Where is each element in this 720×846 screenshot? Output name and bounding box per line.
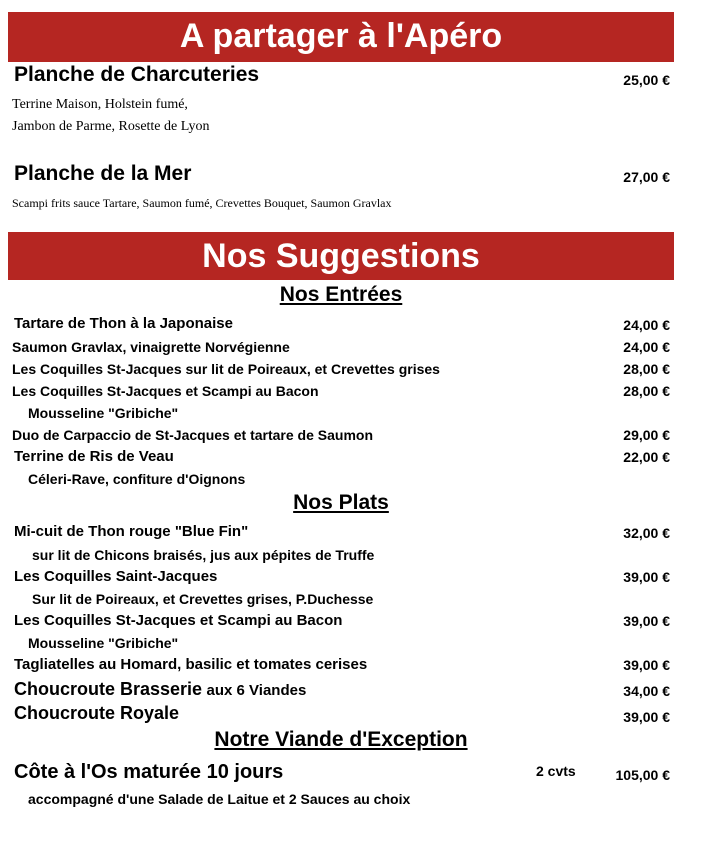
- menu-item-price: 39,00 €: [623, 613, 670, 629]
- menu-item-price: 105,00 €: [615, 767, 670, 783]
- menu-item-description: Jambon de Parme, Rosette de Lyon: [12, 119, 210, 134]
- menu-item-description: Scampi frits sauce Tartare, Saumon fumé, Crevettes Bouquet, Saumon Gravlax: [12, 196, 392, 210]
- menu-item-name: Choucroute Royale: [14, 703, 180, 723]
- apero-banner: A partager à l'Apéro: [8, 12, 674, 62]
- menu-item-price: 25,00 €: [623, 72, 670, 88]
- menu-item-price: 22,00 €: [623, 449, 670, 465]
- menu-item-price: 29,00 €: [623, 427, 670, 443]
- menu-item-name-suffix: aux 6 Viandes: [206, 682, 307, 699]
- menu-item-price: 34,00 €: [623, 683, 670, 699]
- menu-item-name: Côte à l'Os maturée 10 jours: [14, 761, 284, 783]
- menu-item-price: 32,00 €: [623, 525, 670, 541]
- menu-item-description: sur lit de Chicons braisés, jus aux pépites de Truffe: [32, 547, 375, 563]
- menu-item-portion: 2 cvts: [536, 763, 576, 779]
- section-title-entrees: Nos Entrées: [279, 283, 403, 306]
- menu-item-name: Planche de la Mer: [14, 162, 192, 185]
- menu-item-name: Les Coquilles St-Jacques et Scampi au Bacon: [12, 383, 319, 399]
- menu-item-name: Planche de Charcuteries: [14, 63, 260, 86]
- menu-item-description: Terrine Maison, Holstein fumé,: [12, 97, 188, 112]
- menu-item-description: Céleri-Rave, confiture d'Oignons: [28, 471, 246, 487]
- menu-item-name: Choucroute Brasserie: [14, 679, 203, 699]
- menu-item-price: 28,00 €: [623, 361, 670, 377]
- section-title-plats: Nos Plats: [293, 491, 389, 514]
- menu-item-name: Terrine de Ris de Veau: [14, 448, 174, 465]
- menu-item-name: Tagliatelles au Homard, basilic et tomates cerises: [14, 656, 368, 673]
- menu-item-price: 39,00 €: [623, 657, 670, 673]
- menu-item-name: Les Coquilles St-Jacques et Scampi au Bacon: [14, 612, 343, 629]
- menu-item-name: Les Coquilles St-Jacques sur lit de Poireaux, et Crevettes grises: [12, 361, 440, 377]
- menu-item-description: Mousseline "Gribiche": [28, 405, 179, 421]
- menu-item-price: 24,00 €: [623, 317, 670, 333]
- menu-item-name: Les Coquilles Saint-Jacques: [14, 568, 218, 585]
- menu-item-description: accompagné d'une Salade de Laitue et 2 Sauces au choix: [28, 791, 411, 807]
- menu-item-name: Mi-cuit de Thon rouge "Blue Fin": [14, 523, 249, 540]
- menu-item-description: Mousseline "Gribiche": [28, 635, 179, 651]
- menu-item-name: Duo de Carpaccio de St-Jacques et tartare de Saumon: [12, 427, 373, 443]
- menu-item-name: Tartare de Thon à la Japonaise: [14, 315, 233, 332]
- menu-item-price: 39,00 €: [623, 709, 670, 725]
- menu-item-name: Saumon Gravlax, vinaigrette Norvégienne: [12, 339, 290, 355]
- menu-item-price: 27,00 €: [623, 169, 670, 185]
- menu-item-description: Sur lit de Poireaux, et Crevettes grises, P.Duchesse: [32, 591, 374, 607]
- section-title-viande: Notre Viande d'Exception: [214, 728, 468, 751]
- menu-item-row: [14, 679, 306, 700]
- menu-item-price: 24,00 €: [623, 339, 670, 355]
- menu-item-price: 39,00 €: [623, 569, 670, 585]
- menu-item-price: 28,00 €: [623, 383, 670, 399]
- suggestions-banner: Nos Suggestions: [8, 232, 674, 280]
